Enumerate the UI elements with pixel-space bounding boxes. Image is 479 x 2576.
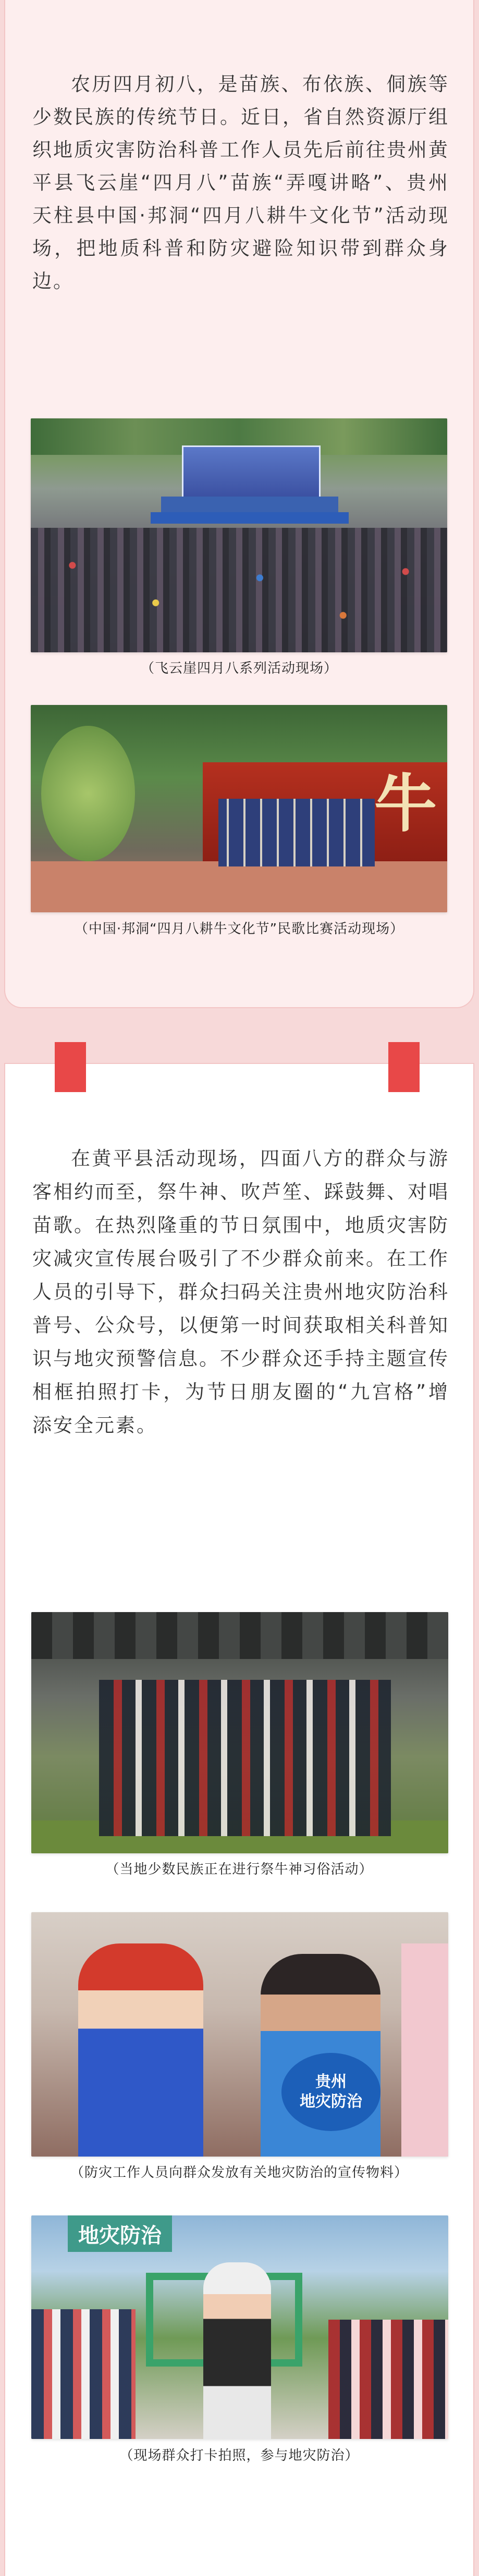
photo-checkin (31, 2215, 448, 2439)
photo-tree (41, 726, 135, 861)
activity-card (4, 1063, 474, 2576)
photo-feiyunya-event (31, 418, 447, 652)
photo-material-distribution (31, 1912, 448, 2157)
photo-procession (99, 1680, 391, 1836)
photo-person-right (401, 1943, 448, 2157)
photo-crowd (31, 528, 447, 652)
photo-sign-character: 牛 (374, 767, 437, 840)
photo-stage (182, 445, 321, 501)
caption-wrap-5 (5, 2445, 473, 2466)
photo-banner (151, 512, 349, 524)
photo-sign: 地灾防治 (68, 2215, 172, 2252)
photo-ox-god-ritual (31, 1612, 448, 1853)
promo-fan (281, 2053, 380, 2131)
activity-paragraph: 在黄平县活动现场，四面八方的群众与游客相约而至，祭牛神、吹芦笙、踩鼓舞、对唱苗歌。在热烈隆重的节日氛围中，地质灾害防灾减灾宣传展台吸引了不少群众前来。在工作人员的引导下，群众扫码关注贵州地灾防治科普号、公众号，以便第一时间获取相关科普知识与地灾预警信息。不少群众还手持主题宣传相框拍照打卡，为节日朋友圈的“九宫格”增添安全元素。 (32, 1147, 449, 1436)
photo-woman (78, 1943, 203, 2157)
caption-wrap-4 (5, 2162, 473, 2183)
photo-singers (218, 799, 375, 866)
caption-wrap-3 (5, 1859, 473, 1879)
binder-tab-right (388, 1042, 420, 1092)
promo-fan-line2: 地灾防治 (300, 2092, 362, 2111)
binder-tab-left (55, 1042, 86, 1092)
photo-roof (31, 1612, 448, 1659)
photo5-caption: （现场群众打卡拍照，参与地灾防治） (119, 2448, 359, 2463)
photo-crowd-right (328, 2320, 448, 2439)
intro-paragraph: 农历四月初八，是苗族、布依族、侗族等少数民族的传统节日。近日，省自然资源厅组织地质灾害防治科普工作人员先后前往贵州黄平县飞云崖“四月八”苗族“弄嘎讲略”、贵州天柱县中国·邦洞“四月八耕牛文化节”活动现场，把地质科普和防灾避险知识带到群众身边。 (32, 73, 449, 292)
photo-stage-floor (31, 861, 447, 912)
photo-folk-song-contest (31, 705, 447, 912)
caption-wrap-1 (4, 658, 474, 678)
photo-crowd-left (31, 2309, 136, 2439)
promo-fan-line1: 贵州 (315, 2073, 347, 2091)
photo2-caption: （中国·邦洞“四月八耕牛文化节”民歌比赛活动现场） (74, 921, 404, 937)
photo4-caption: （防灾工作人员向群众发放有关地灾防治的宣传物料） (70, 2165, 408, 2181)
photo1-caption: （飞云崖四月八系列活动现场） (140, 661, 338, 676)
caption-wrap-2 (4, 918, 474, 939)
photo3-caption: （当地少数民族正在进行祭牛神习俗活动） (105, 1862, 373, 1877)
photo-girl (203, 2262, 271, 2439)
